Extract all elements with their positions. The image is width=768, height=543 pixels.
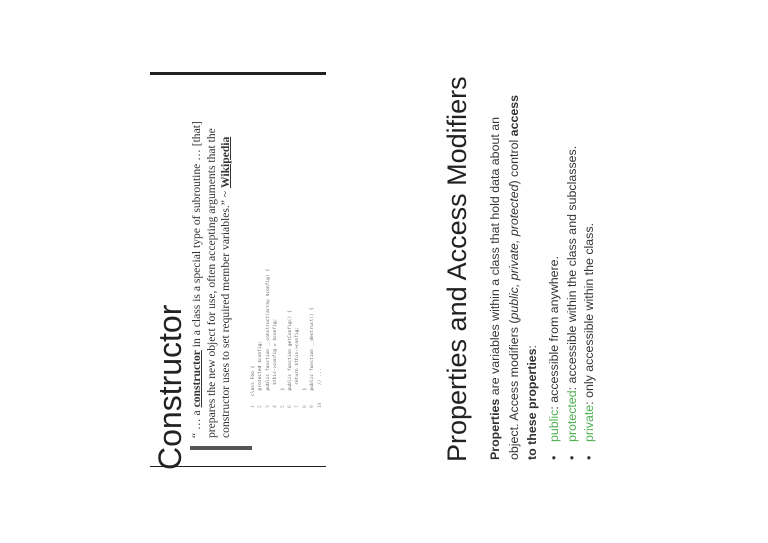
quote-term[interactable]: constructor [190, 350, 203, 408]
access-modifier-list [546, 80, 616, 460]
line-number: 6 [288, 405, 294, 408]
access-phrase: access to these properties [506, 94, 539, 460]
line-number: 9 [310, 405, 316, 408]
code-text: $this->config = $config; [273, 318, 279, 396]
line-number: 1 [251, 405, 256, 408]
code-line [302, 188, 309, 408]
line-number: 7 [295, 405, 301, 408]
line-number: 2 [258, 405, 264, 408]
para-text-3: : [525, 345, 539, 349]
list-item [546, 80, 564, 460]
code-text: class Foo { [251, 365, 256, 396]
code-text: public function __destruct() { [310, 307, 316, 396]
code-line [272, 188, 279, 408]
code-text: public function __construct(array $config) { [265, 268, 271, 396]
list-item [581, 80, 599, 460]
code-text: public function getConfig() { [288, 310, 294, 396]
wikipedia-link[interactable]: Wikipedia [219, 136, 232, 189]
code-line [294, 188, 301, 408]
code-line [265, 188, 272, 408]
properties-paragraph [486, 80, 546, 460]
code-text: } [280, 387, 286, 396]
list-item [564, 80, 582, 460]
line-number: 10 [317, 402, 323, 408]
code-text: // ... [317, 368, 323, 396]
code-line [280, 188, 287, 408]
quote-open: “ … a [190, 407, 203, 438]
code-line [250, 188, 257, 408]
properties-term: Properties [488, 398, 502, 460]
code-line [257, 188, 264, 408]
para-text-1: are variables within a class that hold data about an object. Access modifiers ( [488, 116, 521, 460]
top-divider [150, 72, 326, 75]
bullet-text: : accessible within the class and subclasses. [564, 145, 579, 391]
code-line [287, 188, 294, 408]
line-number: 5 [280, 405, 286, 408]
code-text: return $this->config; [295, 326, 301, 396]
code-snippet [250, 188, 330, 408]
keyword-protected: protected [564, 390, 579, 442]
para-text-2: ) control [506, 136, 521, 185]
code-text: } [302, 387, 308, 396]
keyword-public: public [547, 409, 561, 442]
bullet-text: : accessible from anywhere. [547, 256, 561, 410]
slide-title-constructor: Constructor [152, 304, 188, 470]
keyword-private: private [582, 404, 596, 442]
line-number: 3 [265, 405, 271, 408]
bullet-text: : only accessible within the class. [582, 222, 596, 405]
wikipedia-quote [190, 110, 252, 450]
line-number: 8 [302, 405, 308, 408]
slide-title-properties: Properties and Access Modifiers [442, 76, 472, 462]
line-number: 4 [273, 405, 279, 408]
code-line [317, 188, 324, 408]
code-line [309, 188, 316, 408]
code-text: protected $config; [258, 340, 264, 396]
quote-body: in a class is a special type of subroutine … [that] prepares the new object for use, often accepting arguments that the constructor uses to set required member variables.” ~ [190, 121, 232, 438]
modifier-list: public, private, protected [506, 184, 521, 320]
